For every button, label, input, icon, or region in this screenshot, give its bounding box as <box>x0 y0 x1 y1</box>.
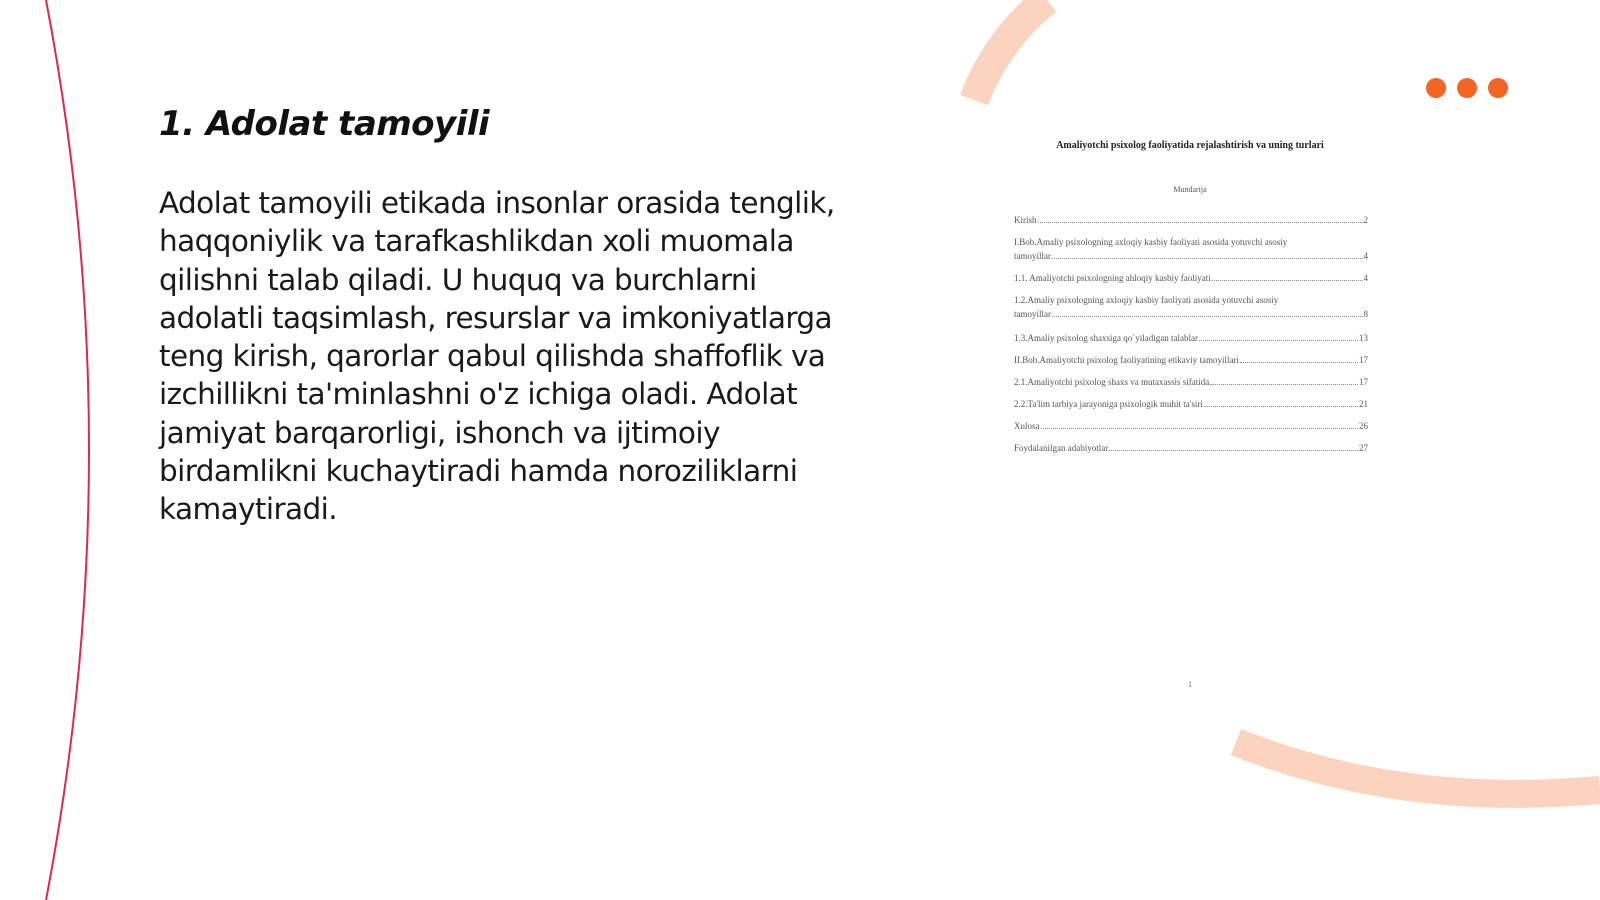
toc-entry-page: 26 <box>1359 421 1368 431</box>
toc-entry <box>1014 235 1368 263</box>
toc-entry <box>1014 271 1368 285</box>
left-curve-line <box>46 0 89 900</box>
dot-icon <box>1457 78 1477 98</box>
slide-heading: 1. Adolat tamoyili <box>159 104 490 144</box>
toc-entry-text: Kirish <box>1014 215 1037 225</box>
toc-entry-text: 2.2.Ta'lim tarbiya jarayoniga psixologik muhit ta'siri <box>1014 399 1203 409</box>
toc-entry-text: 1.2.Amaliy psixologning axloqiy kasbiy faoliyati asosida yotuvchi asosiy <box>1014 295 1279 305</box>
toc-dot-leader <box>1052 316 1363 317</box>
toc-entry-page: 2 <box>1363 215 1368 225</box>
toc-entry-text: 2.1.Amaliyotchi psixolog shaxs va mutaxassis sifatida <box>1014 377 1210 387</box>
toc-entry-page: 4 <box>1363 273 1368 283</box>
bottom-arc-decoration <box>1236 742 1600 794</box>
top-arc-decoration <box>974 0 1047 100</box>
toc-entry-text: Foydalanilgan adabiyotlar <box>1014 443 1109 453</box>
toc-entry-page: 13 <box>1359 333 1368 343</box>
three-dots-icon <box>1426 78 1508 98</box>
toc-entry-text: I.Bob.Amaliy psixologning axloqiy kasbiy faoliyati asosida yotuvchi asosiy <box>1014 237 1288 247</box>
toc-entry <box>1014 331 1368 345</box>
toc-dot-leader <box>1199 340 1358 341</box>
toc-dot-leader <box>1204 406 1358 407</box>
toc-entry-page: 17 <box>1359 377 1368 387</box>
toc-entry-text: tamoyillar <box>1014 309 1051 319</box>
toc-dot-leader <box>1052 258 1363 259</box>
toc-entry <box>1014 397 1368 411</box>
toc-dot-leader <box>1212 280 1363 281</box>
document-page-number: 1 <box>1188 680 1192 689</box>
table-of-contents <box>1014 205 1368 455</box>
toc-entry-text: 1.1. Amaliyotchi psixologning ahloqiy kasbiy faoliyati <box>1014 273 1211 283</box>
toc-entry-page: 8 <box>1363 309 1368 319</box>
document-image <box>1000 130 1380 700</box>
toc-entry <box>1014 441 1368 455</box>
toc-entry <box>1014 375 1368 389</box>
toc-entry-page: 17 <box>1359 355 1368 365</box>
toc-entry <box>1014 293 1368 321</box>
toc-entry <box>1014 213 1368 227</box>
toc-entry-text: Xulosa <box>1014 421 1040 431</box>
toc-dot-leader <box>1041 428 1359 429</box>
dot-icon <box>1488 78 1508 98</box>
toc-entry-text: II.Bob.Amaliyotchi psixolog faoliyatining etikaviy tamoyillari <box>1014 355 1239 365</box>
toc-entry-page: 21 <box>1359 399 1368 409</box>
slide-body-text: Adolat tamoyili etikada insonlar orasida tenglik, haqqoniylik va tarafkashlikdan xoli muomala qilishni talab qiladi. U huquq va burchlarni adolatli taqsimlash, resurslar va imkoniyatlarga teng kirish, qarorlar qabul qilishda shaffoflik va izchillikni ta'minlashni o'z ichiga oladi. Adolat jamiyat barqarorligi, ishonch va ijtimoiy birdamlikni kuchaytiradi hamda noroziliklarni kamaytiradi. <box>159 186 835 527</box>
toc-dot-leader <box>1038 222 1363 223</box>
document-subtitle: Mundarija <box>1173 185 1207 194</box>
toc-dot-leader <box>1109 450 1358 451</box>
toc-entry <box>1014 419 1368 433</box>
document-title: Amaliyotchi psixolog faoliyatida rejalashtirish va uning turlari <box>1056 140 1324 151</box>
toc-entry <box>1014 353 1368 367</box>
toc-dot-leader <box>1240 362 1358 363</box>
toc-entry-page: 27 <box>1359 443 1368 453</box>
toc-dot-leader <box>1210 384 1358 385</box>
dot-icon <box>1426 78 1446 98</box>
toc-entry-text: 1.3.Amaliy psixolog shaxsiga qo`yiladigan talablar <box>1014 333 1198 343</box>
toc-entry-text: tamoyillar <box>1014 251 1051 261</box>
toc-entry-page: 4 <box>1363 251 1368 261</box>
